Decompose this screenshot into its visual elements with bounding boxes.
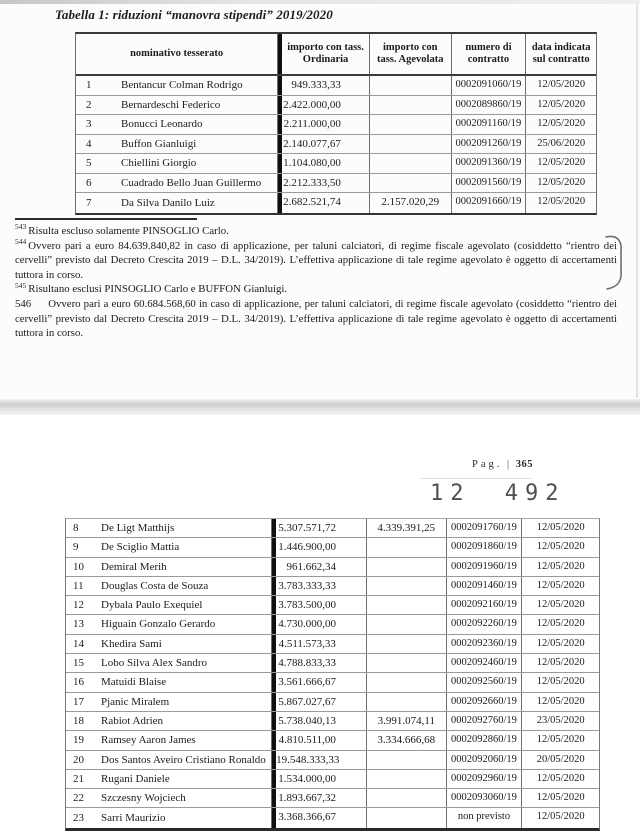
amount-reduced-tax [367,654,447,672]
table-row [76,154,596,174]
contract-date: 12/05/2020 [536,657,585,669]
header-line: importo con tass. [287,41,364,53]
contract-date: 12/05/2020 [536,541,585,553]
contract-date: 12/05/2020 [537,157,586,169]
contract-date: 12/05/2020 [536,637,585,649]
contract-date: 12/05/2020 [536,618,585,630]
player-name-cell [66,635,272,653]
player-name: Khedira Sami [101,637,162,650]
table-row [66,731,599,750]
amount-ordinary-tax: 5.867.027,67 [272,693,367,711]
player-name: Szczesny Wojciech [101,792,186,805]
amount-ordinary-tax: 3.783.333,33 [272,577,367,595]
amount-reduced-tax: 2.157.020,29 [370,193,452,213]
player-name: Da Silva Danilo Luiz [121,196,215,209]
player-name-cell [76,76,278,95]
player-name: Higuain Gonzalo Gerardo [101,618,216,631]
footnote-marker: 543 [15,222,27,232]
amount-ordinary-tax: 4.788.833,33 [272,654,367,672]
contract-number: 0002092260/19 [447,615,523,633]
player-name-cell [66,789,272,807]
player-name-cell [66,538,272,556]
table-row [66,635,599,654]
player-name-cell [66,673,272,691]
row-index: 3 [86,118,92,131]
row-index: 9 [73,541,79,554]
contract-number: non previsto [447,808,523,827]
contract-date: 20/05/2020 [536,753,585,765]
player-name: De Ligt Matthijs [101,521,175,534]
footnotes-block [15,224,617,341]
contract-number: 0002092860/19 [447,731,523,749]
footnote-text: Risultano esclusi PINSOGLIO Carlo e BUFFON Gianluigi. [28,283,288,296]
row-index: 18 [73,714,84,727]
table-row [66,654,599,673]
contract-number: 0002092660/19 [447,693,523,711]
amount-ordinary-tax: 4.730.000,00 [272,615,367,633]
table-row [76,115,596,135]
contract-date: 25/06/2020 [537,137,586,149]
amount-ordinary-tax: 1.446.900,00 [272,538,367,556]
row-index: 11 [73,579,84,592]
player-name-cell [76,96,278,115]
table-row [66,615,599,634]
amount-reduced-tax [367,635,447,653]
player-name-cell [66,519,272,537]
page-number-value: 365 [515,459,533,470]
row-index: 2 [86,98,92,111]
header-line: Ordinaria [302,54,349,65]
amount-reduced-tax [367,808,447,827]
amount-reduced-tax [367,770,447,788]
player-name: Douglas Costa de Souza [101,579,209,592]
contract-date: 12/05/2020 [536,522,585,533]
table-row [66,538,599,557]
player-name: Sarri Maurizio [101,811,166,824]
contract-date: 12/05/2020 [537,118,586,130]
header-line: nominativo tesserato [130,47,224,59]
salary-table [75,32,597,215]
player-name-cell [76,174,278,193]
player-name: Dybala Paulo Exequiel [101,599,203,612]
player-name: Bentancur Colman Rodrigo [121,79,243,92]
player-name: Lobo Silva Alex Sandro [101,657,208,670]
row-index: 10 [73,560,84,573]
player-name-cell [76,193,278,213]
player-name-cell [66,712,272,730]
amount-reduced-tax [367,538,447,556]
player-name: Demiral Merih [101,560,167,573]
table-row [66,577,599,596]
header-line: sul contratto [532,54,590,65]
footnote-marker: 545 [15,280,27,290]
table-row [66,596,599,615]
footnote [15,239,617,283]
table-row [66,519,599,538]
page-number-separator: | [507,459,510,470]
player-name: Pjanic Miralem [101,695,170,708]
footnote-text: Risulta escluso solamente PINSOGLIO Carlo. [28,225,229,237]
row-index: 4 [86,137,92,150]
col-header-numero-contratto [452,34,527,74]
row-index: 1 [86,79,92,92]
amount-reduced-tax [370,76,452,95]
player-name-cell [76,154,278,173]
amount-ordinary-tax: 3.368.366,67 [272,808,367,827]
amount-reduced-tax: 3.334.666,68 [367,731,447,749]
amount-reduced-tax [367,615,447,633]
contract-number: 0002093060/19 [447,789,523,807]
amount-ordinary-tax: 1.534.000,00 [272,770,367,788]
contract-date: 12/05/2020 [536,695,585,707]
contract-date: 12/05/2020 [537,176,586,188]
row-index: 17 [73,695,84,708]
contract-number: 0002089860/19 [452,96,527,115]
contract-date: 12/05/2020 [537,98,586,110]
page-1 [0,0,640,403]
amount-reduced-tax [367,673,447,691]
player-name: Cuadrado Bello Juan Guillermo [121,176,262,189]
table-row [66,673,599,692]
table-row [76,96,596,116]
amount-ordinary-tax: 1.893.667,32 [272,789,367,807]
row-index: 12 [73,599,84,612]
contract-date: 12/05/2020 [536,560,585,572]
contract-number: 0002092360/19 [447,635,523,653]
header-line: tass. Agevolata [376,54,444,65]
contract-number: 0002091260/19 [452,135,527,154]
footnote-separator-rule [15,218,197,220]
amount-ordinary-tax: 4.511.573,33 [272,635,367,653]
amount-ordinary-tax: 2.212.333,50 [278,174,370,193]
contract-date: 23/05/2020 [536,714,585,726]
player-name: Rugani Daniele [101,772,170,785]
contract-number: 0002092960/19 [447,770,523,788]
row-index: 19 [73,734,84,747]
amount-ordinary-tax: 19.548.333,33 [272,751,367,769]
row-index: 16 [73,676,84,689]
footnote [15,282,617,297]
table-row [66,558,599,577]
contract-number: 0002092060/19 [447,751,523,769]
table-row [76,174,596,194]
player-name-cell [66,693,272,711]
contract-date: 12/05/2020 [537,196,586,208]
page-number-label: Pag. [472,459,503,470]
amount-ordinary-tax: 1.104.080,00 [278,154,370,173]
amount-reduced-tax [370,154,452,173]
contract-number: 0002091960/19 [447,558,523,576]
player-name: Bonucci Leonardo [121,118,203,131]
col-header-nominativo [76,34,278,74]
amount-ordinary-tax: 4.810.511,00 [272,731,367,749]
amount-reduced-tax [367,558,447,576]
player-name-cell [66,808,272,827]
table-row [76,193,596,213]
player-name-cell [66,596,272,614]
amount-ordinary-tax: 2.211.000,00 [278,115,370,134]
player-name: Matuidi Blaise [101,676,167,689]
amount-ordinary-tax: 949.333,33 [278,76,370,95]
contract-number: 0002091060/19 [452,76,527,95]
player-name-cell [66,615,272,633]
amount-ordinary-tax: 2.422.000,00 [278,96,370,115]
table-row [66,770,599,789]
table-row [66,693,599,712]
salary-table-body [76,76,596,213]
footnote-text: Ovvero pari a euro 60.684.568,60 in caso di applicazione, per taluni calciatori, di regime fiscale agevolato (cosiddetto “rientro dei cervelli” previsto dal Decreto Crescita 2019 – D.L. 34/2019). L’effettiva applicazione di tale regime agevolato è oggetto di accertamenti tuttora in corso. [15,297,617,340]
footnote-marker: 544 [15,237,27,246]
table-row [66,808,599,827]
contract-date: 12/05/2020 [536,811,585,823]
amount-ordinary-tax: 961.662,34 [272,558,367,576]
player-name-cell [66,558,272,576]
contract-number: 0002092160/19 [447,596,523,614]
contract-date: 12/05/2020 [536,599,585,611]
contract-date: 12/05/2020 [536,792,585,804]
player-name-cell [66,577,272,595]
footnote-marker: 546 [15,297,32,310]
contract-number: 0002091360/19 [452,154,527,173]
scan-artifact-right-edge [636,4,638,398]
scan-artifact-faint-line [420,478,532,479]
contract-date: 12/05/2020 [537,79,586,90]
amount-reduced-tax [367,577,447,595]
contract-number: 0002092760/19 [447,712,523,730]
player-name-cell [66,654,272,672]
table-row [66,712,599,731]
footnote-text: Ovvero pari a euro 84.639.840,82 in caso di applicazione, per taluni calciatori, di regime fiscale agevolato (cosiddetto “rientro dei cervelli” previsto dal Decreto Crescita 2019 – D.L. 34/2019). L’effettiva applicazione di tale regime agevolato è oggetto di accertamenti tuttora in corso. [15,239,617,281]
player-name-cell [76,115,278,134]
contract-number: 0002091860/19 [447,538,523,556]
salary-table-continued-body [66,519,599,828]
amount-reduced-tax [367,789,447,807]
amount-reduced-tax [367,693,447,711]
row-index: 8 [73,521,79,534]
header-line: importo con [382,41,438,53]
amount-ordinary-tax: 3.783.500,00 [272,596,367,614]
row-index: 20 [73,753,84,766]
row-index: 13 [73,618,84,631]
player-name: Bernardeschi Federico [121,98,221,111]
contract-number: 0002091460/19 [447,577,523,595]
amount-reduced-tax [370,174,452,193]
contract-number: 0002091660/19 [452,193,527,213]
amount-reduced-tax: 4.339.391,25 [367,519,447,537]
salary-table-header [76,34,596,76]
row-index: 21 [73,772,84,785]
player-name-cell [66,770,272,788]
salary-table-continued [65,518,600,831]
player-name-cell [66,751,272,769]
amount-reduced-tax [370,135,452,154]
table-row [66,751,599,770]
margin-bracket-mark [604,233,628,291]
amount-ordinary-tax: 5.307.571,72 [272,519,367,537]
amount-reduced-tax [370,115,452,134]
contract-number: 0002091160/19 [452,115,527,134]
amount-reduced-tax [367,596,447,614]
col-header-importo-agevolata [370,34,452,74]
table-row [66,789,599,808]
row-index: 5 [86,157,92,170]
table-caption: Tabella 1: riduzioni “manovra stipendi” 2019/2020 [55,7,333,22]
row-index: 6 [86,176,92,189]
contract-number: 0002091560/19 [452,174,527,193]
page-number-line [472,459,533,470]
amount-ordinary-tax: 2.682.521,74 [278,193,370,213]
player-name-cell [66,731,272,749]
header-line: contratto [467,54,510,65]
amount-ordinary-tax: 5.738.040,13 [272,712,367,730]
contract-date: 12/05/2020 [536,734,585,746]
footnote [15,297,617,341]
table-row [76,135,596,155]
player-name: De Sciglio Mattia [101,541,180,554]
amount-reduced-tax [370,96,452,115]
scan-artifact-top-strip [0,0,640,4]
row-index: 14 [73,637,84,650]
player-name: Rabiot Adrien [101,714,164,727]
player-name: Chiellini Giorgio [121,157,197,170]
header-line: data indicata [531,41,591,53]
header-line: numero di [465,41,512,53]
contract-date: 12/05/2020 [536,676,585,688]
contract-number: 0002092560/19 [447,673,523,691]
amount-reduced-tax [367,751,447,769]
footnote [15,224,617,239]
row-index: 23 [73,811,84,824]
col-header-importo-ordinaria [278,34,370,74]
row-index: 15 [73,657,84,670]
amount-reduced-tax: 3.991.074,11 [367,712,447,730]
contract-number: 0002091760/19 [447,519,523,537]
amount-ordinary-tax: 2.140.077,67 [278,135,370,154]
contract-date: 12/05/2020 [536,579,585,591]
contract-date: 12/05/2020 [536,772,585,784]
player-name: Dos Santos Aveiro Cristiano Ronaldo [101,753,266,766]
contract-number: 0002092460/19 [447,654,523,672]
amount-ordinary-tax: 3.561.666,67 [272,673,367,691]
row-index: 7 [86,196,92,209]
col-header-data-contratto [526,34,596,74]
player-name: Buffon Gianluigi [121,137,197,150]
player-name-cell [76,135,278,154]
table-row [76,76,596,96]
row-index: 22 [73,792,84,805]
player-name: Ramsey Aaron James [101,734,196,747]
ocr-stamp-number: 12 492 [430,481,566,506]
page-break-shadow [0,399,640,415]
